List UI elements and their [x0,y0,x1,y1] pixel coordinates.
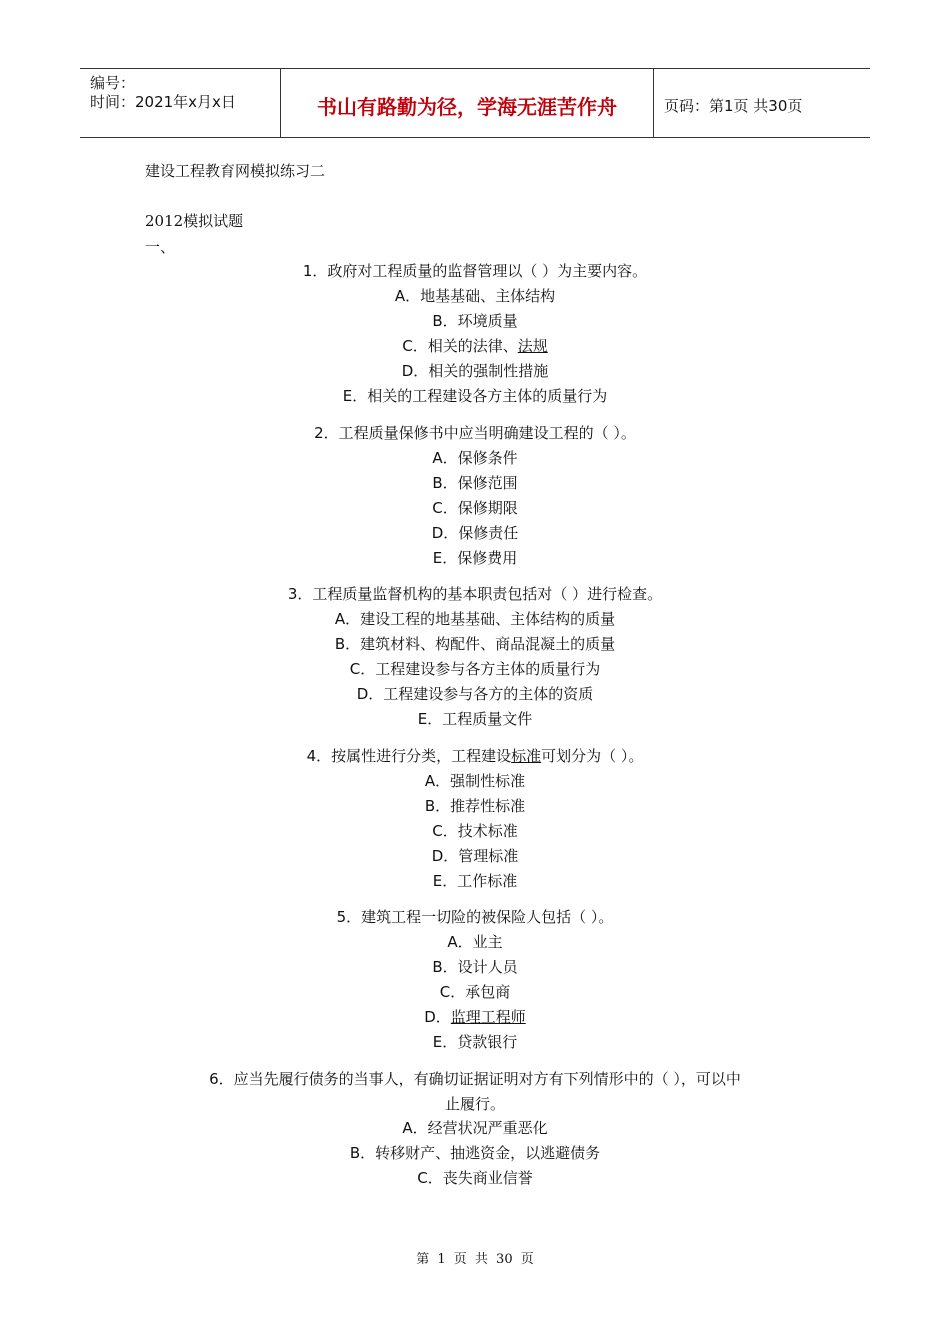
option-label: B． [432,312,458,330]
option-text: 环境质量 [457,312,518,330]
option-text: 贷款银行 [457,1033,518,1051]
option-5d [0,1006,950,1027]
option-label: A． [402,1119,428,1137]
question-4 [0,745,950,766]
option-label: C． [349,660,376,678]
option-label: A． [432,449,458,467]
option-text: 设计人员 [457,958,518,976]
option-4e [0,870,950,891]
option-1c [0,335,950,356]
option-text: 丧失商业信誉 [442,1169,533,1187]
option-1b [0,310,950,331]
option-text: 工作标准 [457,872,518,890]
option-text: 管理标准 [458,847,519,865]
option-3d [0,683,950,704]
option-6c [0,1167,950,1188]
option-4c [0,820,950,841]
question-6-continued: 止履行。 [444,1095,505,1113]
option-label: D． [424,1008,451,1026]
option-1a [0,285,950,306]
question-text-end: 可划分为（ ）。 [541,747,644,765]
option-label: C． [417,1169,443,1187]
number-label: 编号： [90,74,136,92]
option-text: 强制性标准 [450,772,526,790]
question-text: 工程质量保修书中应当明确建设工程的（ ）。 [338,424,636,442]
option-text: 转移财产、抽逃资金，以逃避债务 [375,1144,601,1162]
option-text: 相关的工程建设各方主体的质量行为 [367,387,608,405]
question-number: 6． [209,1070,234,1088]
option-link-text: 监理工程师 [450,1008,526,1026]
option-label: D． [431,847,459,865]
option-label: B． [349,1144,376,1162]
motto: 书山有路勤为径，学海无涯苦作舟 [317,95,617,119]
option-text: 业主 [472,933,503,951]
option-label: E． [417,710,443,728]
question-number: 1． [302,262,328,280]
option-label: D． [401,362,429,380]
option-text: 工程质量文件 [442,710,533,728]
question-number: 5． [336,908,362,926]
option-label: A． [334,610,361,628]
option-label: A． [394,287,421,305]
time-label: 时间：2021年x月x日 [90,93,236,111]
option-3a [0,608,950,629]
option-2b [0,472,950,493]
option-6b [0,1142,950,1163]
option-text: 建设工程的地基基础、主体结构的质量 [360,610,616,628]
option-text: 工程建设参与各方的主体的资质 [383,685,594,703]
header-mid-cell [281,69,654,137]
option-text: 保修条件 [457,449,518,467]
option-label: D． [356,685,384,703]
question-3 [0,583,950,604]
page-code: 页码：第1页 共30页 [664,97,803,115]
question-text: 按属性进行分类，工程建设 [331,747,512,765]
option-5b [0,956,950,977]
option-label: B． [432,958,458,976]
option-label: E． [432,872,458,890]
option-text: 推荐性标准 [450,797,526,815]
option-label: C． [432,499,458,517]
option-1d [0,360,950,381]
option-2e [0,547,950,568]
option-text: 经营状况严重恶化 [427,1119,548,1137]
option-1e [0,385,950,406]
question-number: 2． [314,424,339,442]
option-label: B． [424,797,451,815]
question-text: 政府对工程质量的监督管理以（ ）为主要内容。 [327,262,648,280]
question-link-text: 标准 [511,747,542,765]
question-text: 建筑工程一切险的被保险人包括（ ）。 [361,908,614,926]
option-label: B． [432,474,458,492]
option-label: C． [432,822,458,840]
question-2 [0,422,950,443]
option-label: E． [432,1033,458,1051]
question-6 [0,1068,950,1089]
option-label: C． [402,337,428,355]
option-4a [0,770,950,791]
option-label: A． [447,933,473,951]
option-label: E． [342,387,368,405]
option-2c [0,497,950,518]
option-5e [0,1031,950,1052]
section-label: 一、 [145,238,176,256]
option-text: 保修责任 [458,524,519,542]
option-label: B． [334,635,361,653]
option-link-text: 法规 [517,337,548,355]
option-text: 相关的法律、 [427,337,518,355]
doc-title: 建设工程教育网模拟练习二 [145,162,326,180]
option-label: A． [424,772,451,790]
option-text: 技术标准 [457,822,518,840]
question-text: 应当先履行债务的当事人，有确切证据证明对方有下列情形中的（ ），可以中 [233,1070,741,1088]
option-5a [0,931,950,952]
option-label: E． [432,549,458,567]
doc-subtitle: 2012模拟试题 [145,212,244,230]
option-6a [0,1117,950,1138]
option-text: 承包商 [465,983,511,1001]
header-right-cell [654,69,870,137]
option-text: 建筑材料、构配件、商品混凝土的质量 [360,635,616,653]
option-label: C． [439,983,466,1001]
option-5c [0,981,950,1002]
question-number: 3． [287,585,313,603]
option-label: D． [431,524,459,542]
option-text: 工程建设参与各方主体的质量行为 [375,660,601,678]
option-4d [0,845,950,866]
option-2a [0,447,950,468]
option-2d [0,522,950,543]
header-left-cell [80,69,281,137]
option-text: 保修费用 [457,549,518,567]
option-3e [0,708,950,729]
option-text: 相关的强制性措施 [428,362,549,380]
question-5 [0,906,950,927]
option-text: 保修范围 [457,474,518,492]
header-table [80,68,870,138]
option-3b [0,633,950,654]
option-3c [0,658,950,679]
question-text: 工程质量监督机构的基本职责包括对（ ）进行检查。 [312,585,663,603]
option-text: 保修期限 [457,499,518,517]
question-number: 4． [306,747,332,765]
option-4b [0,795,950,816]
option-text: 地基基础、主体结构 [420,287,556,305]
question-1 [0,260,950,281]
page-footer: 第 1 页 共 30 页 [416,1252,534,1267]
